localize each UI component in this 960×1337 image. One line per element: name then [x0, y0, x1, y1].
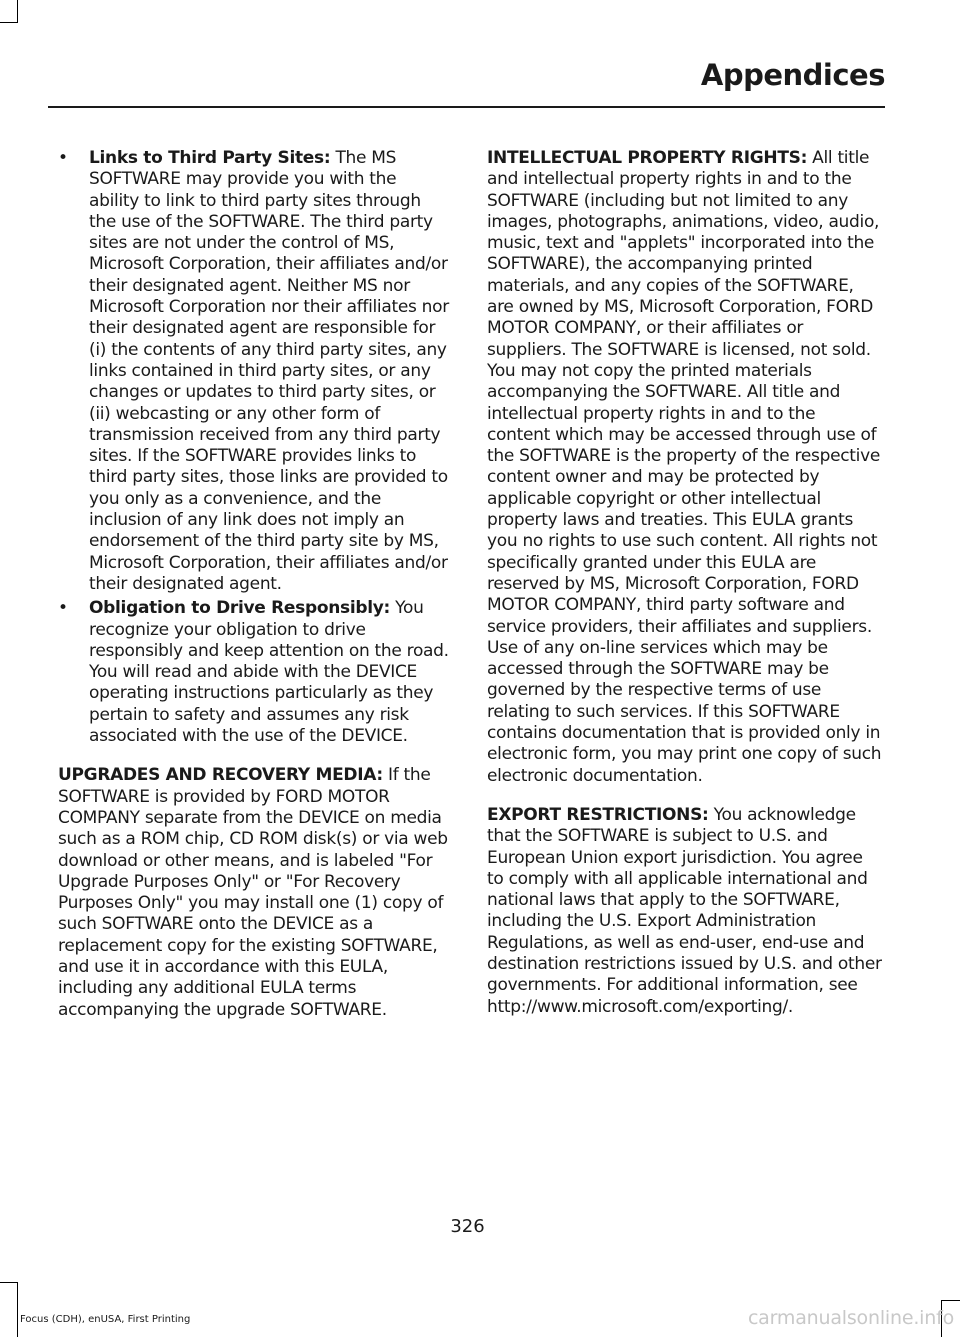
section-body: All title and intellectual property rights in and to the SOFTWARE (including but not limited to any images, photographs, animations, video, audio, music, text and "applets" incorporated into the SOFTWARE), the accompanying printed materials, and any copies of the SOFTWARE, are owned by MS, Microsoft Corporation, FORD MOTOR COMPANY, or their affiliates or suppliers. The SOFTWARE is licensed, not sold. You may not copy the printed materials accompanying the SOFTWARE. All title and intellectual property rights in and to the content which may be accessed through use of the SOFTWARE is the property of the respective content owner and may be protected by applicable copyright or other intellectual property laws and treaties. This EULA grants you no rights to use such content. All rights not specifically granted under this EULA are reserved by MS, Microsoft Corporation, FORD MOTOR COMPANY, third party software and service providers, their affiliates and suppliers. Use of any on-line services which may be accessed through the SOFTWARE may be governed by the respective terms of use relating to such services. If this SOFTWARE contains documentation that is provided only in electronic form, you may print one copy of such electronic documentation. — [487, 148, 882, 786]
bullet-dot-icon: • — [58, 148, 68, 168]
section-heading: INTELLECTUAL PROPERTY RIGHTS: — [487, 148, 808, 168]
page-title: Appendices — [700, 58, 885, 92]
section-body: If the SOFTWARE is provided by FORD MOTOR COMPANY separate from the DEVICE on media such as a ROM chip, CD ROM disk(s) or via web download or other means, and is labeled "For Upgrade Purposes Only" or "For Recovery Purposes Only" you may install one (1) copy of such SOFTWARE onto the DEVICE as a replacement copy for the existing SOFTWARE, and use it in accordance with this EULA, including any additional EULA terms accompanying the upgrade SOFTWARE. — [58, 765, 448, 1020]
left-column — [58, 148, 449, 1039]
crop-mark-top-left-horizontal — [0, 22, 18, 23]
section-upgrades-recovery-media — [58, 765, 449, 1021]
crop-mark-top-left-vertical — [17, 0, 18, 22]
crop-mark-bottom-right-horizontal — [941, 1300, 960, 1301]
section-intellectual-property — [487, 148, 882, 787]
bullet-dot-icon: • — [58, 598, 68, 619]
bullet-heading: Links to Third Party Sites: — [89, 148, 331, 168]
right-column — [487, 148, 882, 1036]
bullet-body: The MS SOFTWARE may provide you with the ability to link to third party sites through the use of the SOFTWARE. The third party sites are not under the control of MS, Microsoft Corporation, their affiliates and/or their designated agent. Neither MS nor Microsoft Corporation nor their affiliates nor their designated agent are responsible for (i) the contents of any third party sites, any links contained in third party sites, or any changes or updates to third party sites, or (ii) webcasting or any other form of transmission received from any third party sites. If the SOFTWARE provides links to third party sites, those links are provided to you only as a convenience, and the inclusion of any link does not imply an endorsement of the third party site by MS, Microsoft Corporation, their affiliates and/or their designated agent. — [89, 148, 449, 594]
watermark: carmanualsonline.info — [747, 1307, 954, 1329]
bullet-item-drive-responsibly — [58, 598, 449, 747]
crop-mark-bottom-left-horizontal — [0, 1282, 18, 1283]
crop-mark-bottom-left-vertical — [17, 1282, 18, 1337]
section-heading: EXPORT RESTRICTIONS: — [487, 804, 709, 825]
header-divider — [48, 106, 885, 108]
section-export-restrictions — [487, 805, 882, 1018]
section-heading: UPGRADES AND RECOVERY MEDIA: — [58, 765, 383, 786]
section-body: You acknowledge that the SOFTWARE is subject to U.S. and European Union export jurisdiction. You agree to comply with all applicable international and national laws that apply to the SOFTWARE, including the U.S. Export Administration Regulations, as well as end-user, end-use and destination restrictions issued by U.S. and other governments. For additional information, see http://www.microsoft.com/exporting/. — [487, 804, 882, 1017]
page-number: 326 — [450, 1216, 485, 1237]
bullet-heading: Obligation to Drive Responsibly: — [89, 598, 391, 619]
print-info: Focus (CDH), enUSA, First Printing — [20, 1314, 191, 1325]
bullet-body: You recognize your obligation to drive responsibly and keep attention on the road. You will read and abide with the DEVICE operating instructions particularly as they pertain to safety and assumes any risk associated with the use of the DEVICE. — [89, 598, 449, 747]
bullet-item-third-party-links — [58, 148, 449, 595]
